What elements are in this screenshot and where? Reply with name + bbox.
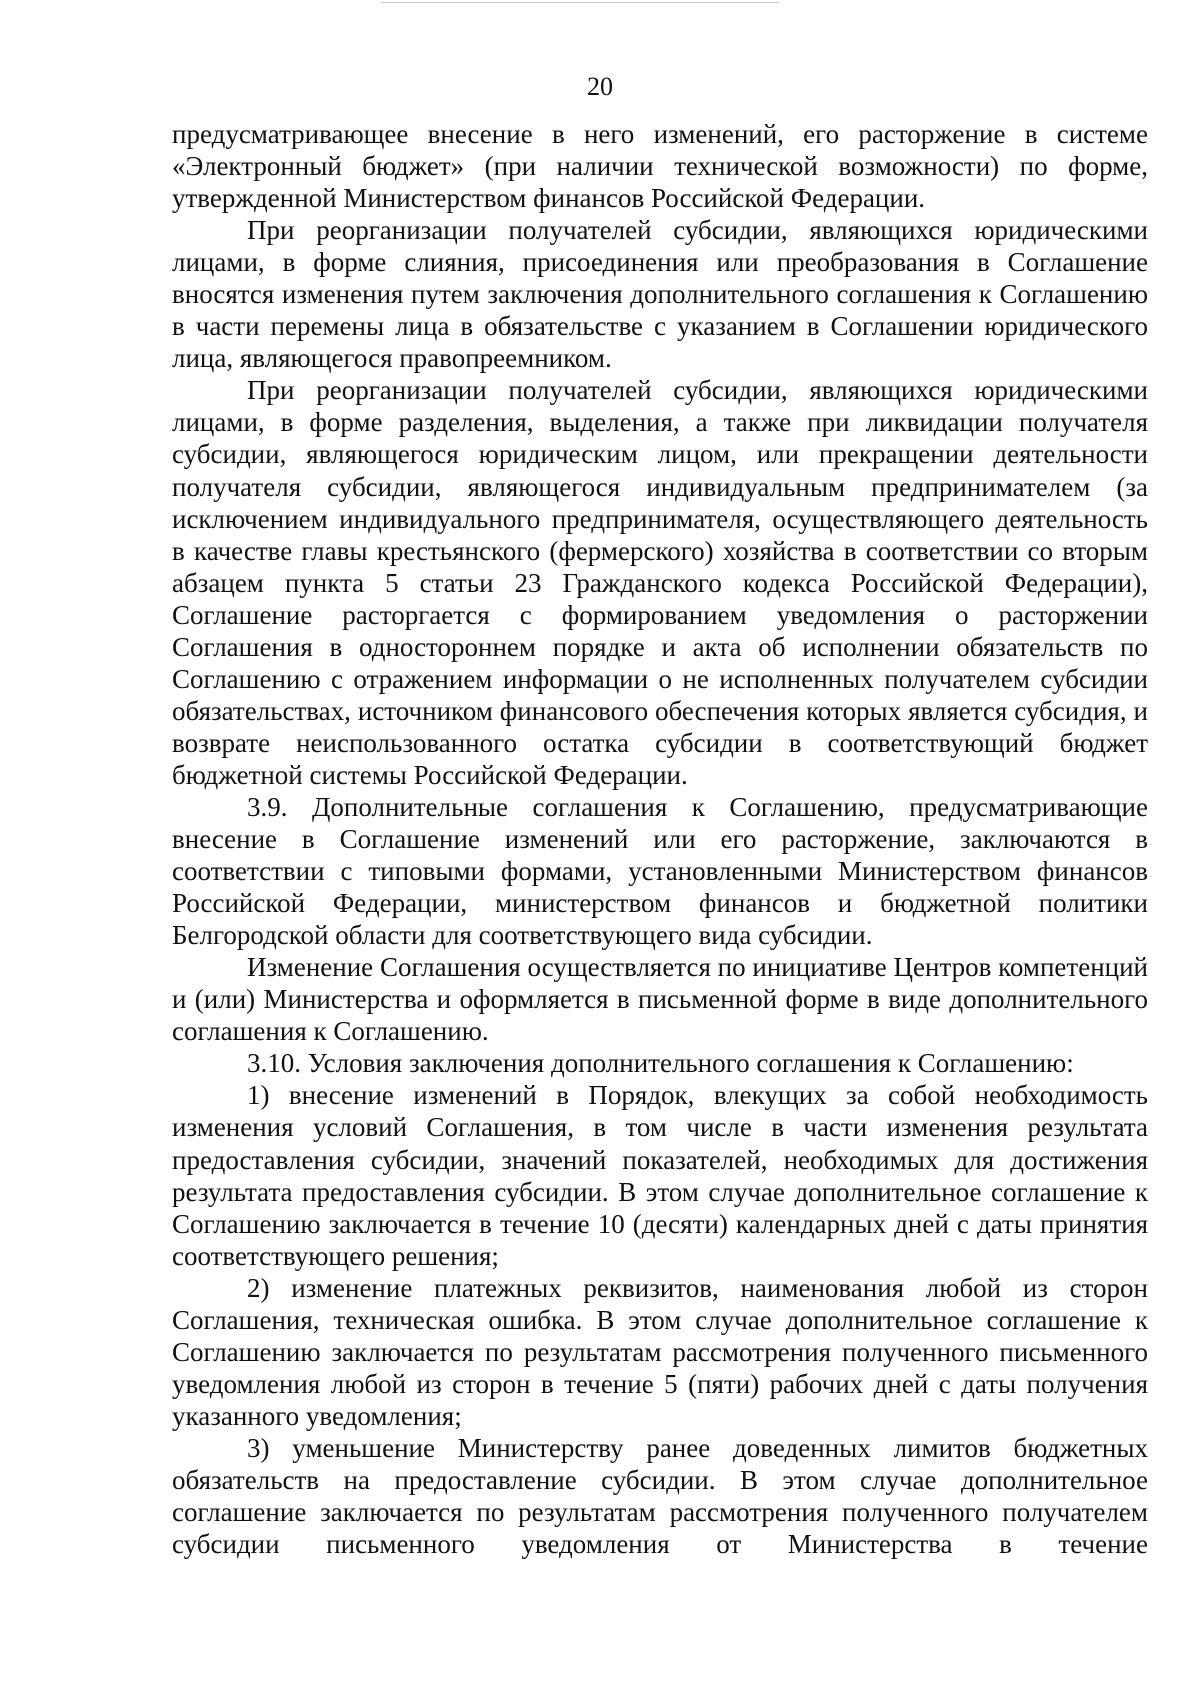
paragraph: При реорганизации получателей субсидии, являющихся юридическими лицами, в форме слияния, присоединения или преобразования в Соглашение вносятся изменения путем заключения дополнительного соглашения к Соглашению в части перемены лица в обязательстве с указанием в Соглашении юридического лица, являющегося правопреемником. xyxy=(172,215,1148,374)
paragraph: 3) уменьшение Министерству ранее доведенных лимитов бюджетных обязательств на предоставление субсидии. В этом случае дополнительное соглашение заключается по результатам рассмотрения полученного получателем субсидии письменного уведомления от Министерства в течение xyxy=(172,1432,1148,1560)
page-number: 20 xyxy=(587,72,613,101)
paragraph: 1) внесение изменений в Порядок, влекущих за собой необходимость изменения условий Соглашения, в том числе в части изменения результата предоставления субсидии, значений показателей, необходимых для достижения результата предоставления субсидии. В этом случае дополнительное соглашение к Соглашению заключается в течение 10 (десяти) календарных дней с даты принятия соответствующего решения; xyxy=(172,1080,1148,1271)
paragraph: предусматривающее внесение в него изменений, его расторжение в системе «Электронный бюджет» (при наличии технической возможности) по форме, утвержденной Министерством финансов Российской Федерации. xyxy=(172,119,1148,214)
paragraph: 3.10. Условия заключения дополнительного соглашения к Соглашению: xyxy=(247,1048,1074,1079)
paragraph: При реорганизации получателей субсидии, являющихся юридическими лицами, в форме разделения, выделения, а также при ликвидации получателя субсидии, являющегося юридическим лицом, или прекращении деятельности получателя субсидии, являющегося индивидуальным предпринимателем (за исключением индивидуального предпринимателя, осуществляющего деятельность в качестве главы крестьянского (фермерского) хозяйства в соответствии со вторым абзацем пункта 5 статьи 23 Гражданского кодекса Российской Федерации), Соглашение расторгается с формированием уведомления о расторжении Соглашения в одностороннем порядке и акта об исполнении обязательств по Соглашению с отражением информации о не исполненных получателем субсидии обязательствах, источником финансового обеспечения которых является субсидия, и возврате неиспользованного остатка субсидии в соответствующий бюджет бюджетной системы Российской Федерации. xyxy=(172,375,1148,790)
scan-edge-line xyxy=(380,2,780,3)
document-body xyxy=(172,118,1148,1560)
paragraph: 3.9. Дополнительные соглашения к Соглашению, предусматривающие внесение в Соглашение изменений или его расторжение, заключаются в соответствии с типовыми формами, установленными Министерством финансов Российской Федерации, министерством финансов и бюджетной политики Белгородской области для соответствующего вида субсидии. xyxy=(172,791,1148,951)
paragraph: 2) изменение платежных реквизитов, наименования любой из сторон Соглашения, техническая ошибка. В этом случае дополнительное соглашение к Соглашению заключается по результатам рассмотрения полученного письменного уведомления любой из сторон в течение 5 (пяти) рабочих дней с даты получения указанного уведомления; xyxy=(172,1272,1148,1431)
paragraph: Изменение Соглашения осуществляется по инициативе Центров компетенций и (или) Министерства и оформляется в письменной форме в виде дополнительного соглашения к Соглашению. xyxy=(172,952,1148,1047)
